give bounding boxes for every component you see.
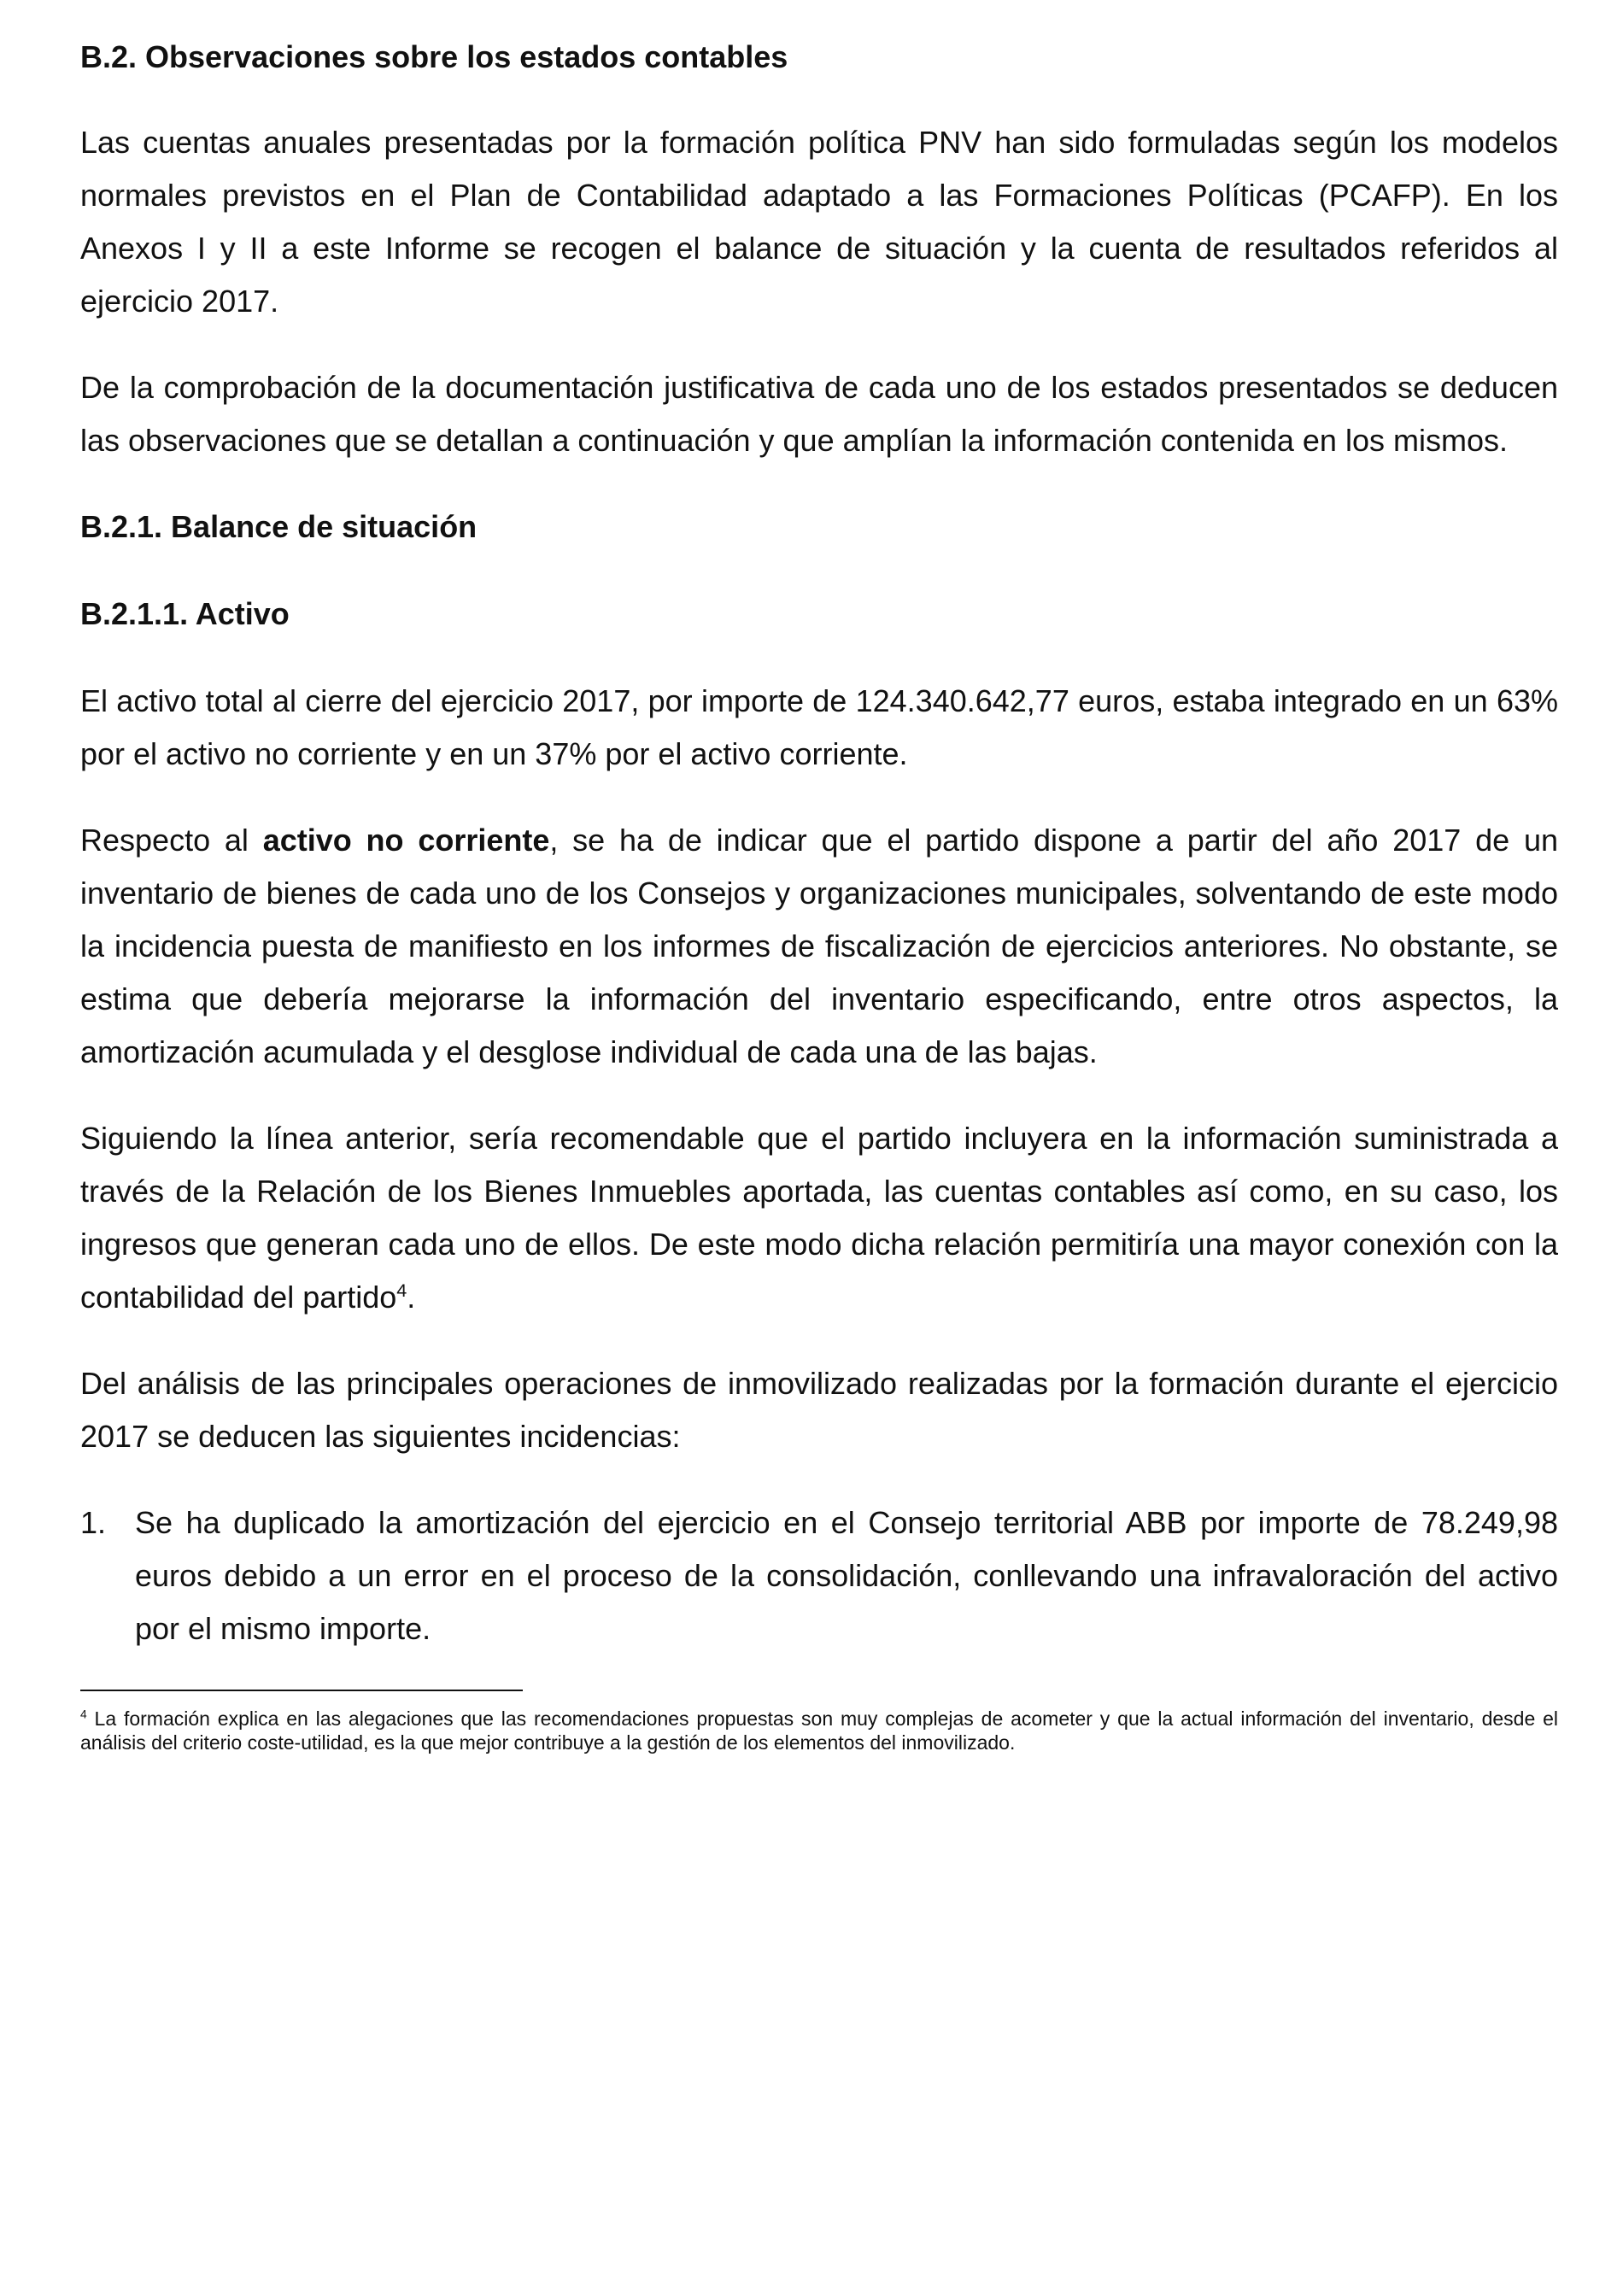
list-item-number: 1. — [80, 1505, 107, 1540]
paragraph-comprobacion: De la comprobación de la documentación justificativa de cada uno de los estados presentados se deducen las observaciones que se detallan a continuación y que amplían la información contenida en los mismos. — [80, 370, 1558, 458]
bold-term: activo no corriente — [262, 823, 550, 858]
footnote-marker: 4 — [80, 1707, 87, 1721]
incidencias-list — [80, 1496, 1558, 1655]
subsubsection-heading: B.2.1.1. Activo — [80, 596, 290, 631]
paragraph-text: Siguiendo la línea anterior, sería recomendable que el partido incluyera en la información suministrada a través de la Relación de los Bienes Inmuebles aportada, las cuentas contables así como, en su caso, los ingresos que generan cada uno de ellos. De este modo dicha relación permitiría una mayor conexión con la contabilidad del partido — [80, 1121, 1558, 1315]
paragraph-prefix: Respecto al — [80, 823, 263, 858]
paragraph-analisis-inmovilizado: Del análisis de las principales operaciones de inmovilizado realizadas por la formación durante el ejercicio 2017 se deducen las siguientes incidencias: — [80, 1366, 1558, 1454]
document-page — [80, 31, 1558, 1754]
section-heading: B.2. Observaciones sobre los estados contables — [80, 39, 788, 74]
paragraph-activo-total: El activo total al cierre del ejercicio 2017, por importe de 124.340.642,77 euros, estaba integrado en un 63% por el activo no corriente y en un 37% por el activo corriente. — [80, 683, 1558, 771]
footnote-separator — [80, 1690, 523, 1691]
footnote-text: La formación explica en las alegaciones que las recomendaciones propuestas son muy complejas de acometer y que la actual información del inventario, desde el análisis del criterio coste-utilidad, es la que mejor contribuye a la gestión de los elementos del inmovilizado. — [80, 1707, 1558, 1754]
footnote — [80, 1707, 1558, 1754]
paragraph-suffix: , se ha de indicar que el partido dispone a partir del año 2017 de un inventario de bienes de cada uno de los Consejos y organizaciones municipales, solventando de este modo la incidencia puesta de manifiesto en los informes de fiscalización de ejercicios anteriores. No obstante, se estima que debería mejorarse la información del inventario especificando, entre otros aspectos, la amortización acumulada y el desglose individual de cada una de las bajas. — [80, 823, 1558, 1069]
subsection-heading: B.2.1. Balance de situación — [80, 509, 478, 544]
paragraph-bienes-inmuebles — [80, 1112, 1558, 1324]
list-item-text: Se ha duplicado la amortización del ejercicio en el Consejo territorial ABB por importe de 78.249,98 euros debido a un error en el proceso de la consolidación, conllevando una infravaloración del activo por el mismo importe. — [135, 1505, 1558, 1646]
paragraph-cuentas-anuales: Las cuentas anuales presentadas por la formación política PNV han sido formuladas según los modelos normales previstos en el Plan de Contabilidad adaptado a las Formaciones Políticas (PCAFP). En los Anexos I y II a este Informe se recogen el balance de situación y la cuenta de resultados referidos al ejercicio 2017. — [80, 125, 1558, 319]
paragraph-end: . — [407, 1280, 416, 1315]
list-item — [80, 1496, 1558, 1655]
paragraph-activo-no-corriente — [80, 814, 1558, 1079]
footnote-reference[interactable]: 4 — [396, 1280, 407, 1301]
